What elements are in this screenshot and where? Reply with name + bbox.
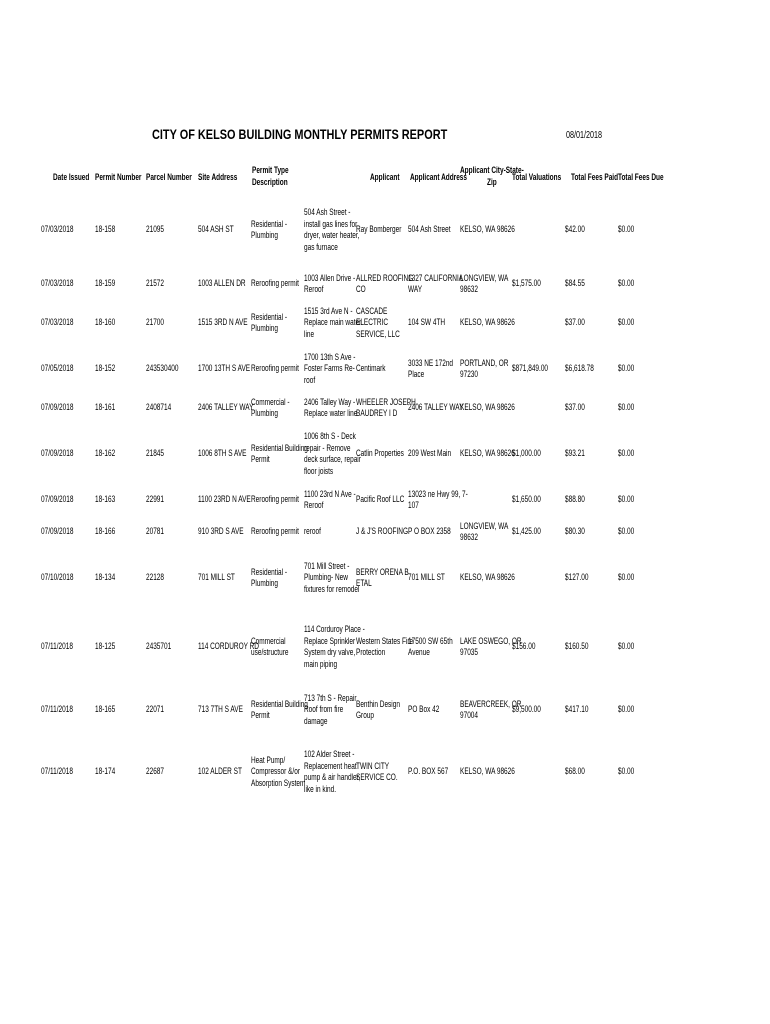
cell-permit-type bbox=[251, 443, 308, 466]
cell-applicant-address-line: 1327 CALIFORNIA bbox=[408, 272, 464, 283]
cell-description-line: floor joists bbox=[304, 465, 334, 476]
cell-applicant-line: Protection bbox=[356, 647, 386, 657]
cell-applicant-address bbox=[408, 224, 451, 236]
cell-total-fees-paid: $84.55 bbox=[565, 278, 585, 288]
cell-description-line: Roof from fire bbox=[304, 704, 344, 715]
cell-applicant-address bbox=[408, 704, 439, 716]
cell-permit-type bbox=[251, 494, 299, 506]
cell-description-line: 1006 8th S - Deck bbox=[304, 431, 356, 441]
cell-permit-number: 18-161 bbox=[95, 402, 116, 412]
cell-date-issued: 07/09/2018 bbox=[41, 526, 74, 536]
cell-applicant bbox=[356, 699, 400, 722]
cell-applicant-line: Group bbox=[356, 710, 375, 720]
cell-total-fees-paid: $68.00 bbox=[565, 766, 585, 776]
cell-total-valuation: $1,000.00 bbox=[512, 448, 541, 458]
cell-description bbox=[304, 526, 321, 538]
cell-applicant-line: Benthin Design bbox=[356, 698, 400, 709]
cell-total-fees-due: $0.00 bbox=[618, 572, 635, 582]
cell-applicant-line: WHEELER JOSEPH bbox=[356, 396, 416, 407]
cell-description-line: 713 7th S - Repair bbox=[304, 692, 357, 703]
cell-applicant-line: BERRY ORENA B bbox=[356, 566, 409, 577]
cell-site-address bbox=[198, 526, 244, 538]
cell-total-valuation: $1,425.00 bbox=[512, 526, 541, 536]
cell-permit-type-line: Residential - bbox=[251, 566, 288, 577]
cell-date-issued: 07/10/2018 bbox=[41, 572, 74, 582]
cell-permit-type-line: Plumbing bbox=[251, 408, 279, 418]
cell-applicant-line: Catlin Properties bbox=[356, 448, 404, 459]
cell-parcel-number: 21095 bbox=[146, 224, 165, 234]
cell-description-line: 701 Mill Street - bbox=[304, 560, 350, 571]
cell-applicant-address-line: 3033 NE 172nd bbox=[408, 357, 454, 368]
header-permit-type bbox=[252, 164, 289, 188]
cell-site-address-line: 1100 23RD N AVE bbox=[198, 494, 251, 505]
cell-total-valuation: $871,849.00 bbox=[512, 363, 549, 373]
cell-applicant-address bbox=[408, 448, 451, 460]
cell-permit-type-line: Compressor &/or bbox=[251, 766, 300, 777]
cell-applicant-line: ETAL bbox=[356, 578, 372, 588]
cell-description-line: like in kind. bbox=[304, 783, 337, 794]
cell-site-address-line: 2406 TALLEY WAY bbox=[198, 402, 254, 413]
cell-applicant bbox=[356, 636, 413, 659]
cell-description-line: main piping bbox=[304, 658, 338, 669]
cell-applicant-address-line: 107 bbox=[408, 500, 419, 510]
cell-applicant bbox=[356, 306, 400, 341]
cell-site-address bbox=[198, 572, 235, 584]
cell-parcel-number: 2435701 bbox=[146, 641, 172, 651]
cell-applicant-line: ALLRED ROOFING bbox=[356, 272, 414, 283]
cell-total-fees-due: $0.00 bbox=[618, 317, 635, 327]
cell-site-address-line: 910 3RD S AVE bbox=[198, 526, 244, 537]
cell-applicant-city-line: 98632 bbox=[460, 284, 479, 294]
cell-parcel-number: 22071 bbox=[146, 704, 165, 714]
cell-site-address-line: 713 7TH S AVE bbox=[198, 704, 243, 715]
cell-permit-type-line: Reroofing permit bbox=[251, 526, 299, 537]
cell-applicant bbox=[356, 567, 409, 590]
cell-permit-number: 18-158 bbox=[95, 224, 116, 234]
cell-applicant-city bbox=[460, 317, 515, 329]
header-total-fees-paid: Total Fees Paid bbox=[571, 172, 619, 182]
cell-applicant-line: Pacific Roof LLC bbox=[356, 494, 405, 505]
cell-applicant-city bbox=[460, 521, 508, 544]
cell-applicant-city-line: LAKE OSWEGO, OR bbox=[460, 635, 522, 646]
cell-applicant-city-line: 97035 bbox=[460, 647, 479, 657]
cell-applicant-address bbox=[408, 402, 463, 414]
cell-date-issued: 07/03/2018 bbox=[41, 224, 74, 234]
cell-date-issued: 07/09/2018 bbox=[41, 402, 74, 412]
cell-date-issued: 07/05/2018 bbox=[41, 363, 74, 373]
cell-applicant-line: Centimark bbox=[356, 363, 386, 374]
header-permit-type-line2: Description bbox=[252, 177, 288, 187]
cell-parcel-number: 21845 bbox=[146, 448, 165, 458]
cell-parcel-number: 22991 bbox=[146, 494, 165, 504]
cell-applicant-city bbox=[460, 224, 515, 236]
cell-applicant bbox=[356, 363, 386, 375]
cell-description-line: Replacement heat bbox=[304, 760, 357, 771]
cell-total-valuation: $1,650.00 bbox=[512, 494, 541, 504]
cell-permit-type bbox=[251, 699, 308, 722]
cell-date-issued: 07/03/2018 bbox=[41, 278, 74, 288]
header-applicant-address: Applicant Address bbox=[410, 172, 468, 182]
cell-permit-number: 18-134 bbox=[95, 572, 116, 582]
cell-parcel-number: 22128 bbox=[146, 572, 165, 582]
cell-total-fees-paid: $37.00 bbox=[565, 317, 585, 327]
cell-permit-number: 18-125 bbox=[95, 641, 116, 651]
cell-site-address bbox=[198, 641, 259, 653]
cell-description bbox=[304, 207, 359, 253]
cell-applicant bbox=[356, 761, 398, 784]
cell-description-line: pump & air handler, bbox=[304, 772, 361, 782]
cell-description-line: 1100 23rd N Ave - bbox=[304, 488, 356, 499]
cell-total-fees-due: $0.00 bbox=[618, 704, 635, 714]
cell-total-fees-due: $0.00 bbox=[618, 766, 635, 776]
cell-permit-type-line: Residential - bbox=[251, 218, 288, 229]
cell-permit-type-line: Residential - bbox=[251, 311, 288, 322]
cell-permit-type-line: Plumbing bbox=[251, 230, 279, 240]
cell-date-issued: 07/09/2018 bbox=[41, 494, 74, 504]
cell-permit-type-line: Commercial bbox=[251, 635, 286, 646]
report-title: CITY OF KELSO BUILDING MONTHLY PERMITS REPORT bbox=[152, 126, 448, 142]
cell-applicant-address-line: 701 MILL ST bbox=[408, 572, 445, 583]
cell-site-address-line: 701 MILL ST bbox=[198, 572, 235, 583]
cell-applicant-line: Western States Fire bbox=[356, 635, 414, 646]
cell-total-fees-due: $0.00 bbox=[618, 448, 635, 458]
cell-total-fees-paid: $417.10 bbox=[565, 704, 589, 714]
cell-applicant-city bbox=[460, 448, 515, 460]
cell-applicant-address bbox=[408, 358, 453, 381]
cell-total-fees-due: $0.00 bbox=[618, 526, 635, 536]
cell-description-line: 1515 3rd Ave N - bbox=[304, 305, 353, 316]
cell-total-fees-due: $0.00 bbox=[618, 494, 635, 504]
cell-site-address bbox=[198, 766, 242, 778]
cell-total-valuation: $156.00 bbox=[512, 641, 536, 651]
cell-applicant-address-line: Avenue bbox=[408, 647, 430, 657]
cell-description bbox=[304, 397, 357, 420]
cell-applicant bbox=[356, 494, 404, 506]
cell-permit-type-line: Plumbing bbox=[251, 578, 279, 588]
cell-description-line: gas furnace bbox=[304, 241, 338, 252]
cell-permit-type bbox=[251, 278, 299, 290]
cell-description-line: repair - Remove bbox=[304, 442, 351, 453]
header-date-issued: Date Issued bbox=[53, 172, 90, 182]
cell-applicant-address-line: 13023 ne Hwy 99, 7- bbox=[408, 488, 468, 499]
cell-total-fees-paid: $93.21 bbox=[565, 448, 585, 458]
cell-description-line: System dry valve, bbox=[304, 647, 356, 657]
cell-permit-type-line: Permit bbox=[251, 454, 270, 464]
cell-applicant-city-line: KELSO, WA 98626 bbox=[460, 224, 515, 235]
cell-applicant-city-line: KELSO, WA 98626 bbox=[460, 448, 515, 459]
cell-description-line: reroof bbox=[304, 526, 321, 537]
cell-description-line: 114 Corduroy Place - bbox=[304, 624, 365, 634]
cell-date-issued: 07/11/2018 bbox=[41, 641, 73, 651]
cell-parcel-number: 20781 bbox=[146, 526, 165, 536]
cell-site-address-line: 504 ASH ST bbox=[198, 224, 234, 235]
cell-permit-type-line: Reroofing permit bbox=[251, 278, 299, 289]
cell-description bbox=[304, 273, 355, 296]
cell-parcel-number: 243530400 bbox=[146, 363, 179, 373]
cell-site-address-line: 1003 ALLEN DR bbox=[198, 278, 246, 289]
cell-permit-number: 18-165 bbox=[95, 704, 116, 714]
cell-applicant-address-line: 17500 SW 65th bbox=[408, 635, 453, 646]
cell-description-line: dryer, water heater, bbox=[304, 230, 360, 240]
cell-permit-type-line: Plumbing bbox=[251, 323, 279, 333]
cell-applicant-line: TWIN CITY bbox=[356, 760, 390, 771]
cell-total-fees-due: $0.00 bbox=[618, 402, 635, 412]
cell-total-fees-due: $0.00 bbox=[618, 363, 635, 373]
cell-applicant bbox=[356, 224, 401, 236]
cell-permit-type bbox=[251, 363, 299, 375]
cell-description bbox=[304, 489, 356, 512]
cell-total-fees-due: $0.00 bbox=[618, 224, 635, 234]
cell-site-address-line: 1700 13TH S AVE bbox=[198, 363, 251, 374]
cell-description-line: Reroof bbox=[304, 284, 324, 294]
cell-permit-type-line: Commercial - bbox=[251, 396, 290, 407]
cell-description-line: 1700 13th S Ave - bbox=[304, 351, 356, 362]
cell-applicant bbox=[356, 273, 413, 296]
cell-description-line: Replace main water bbox=[304, 317, 362, 328]
cell-applicant-address-line: PO Box 42 bbox=[408, 704, 440, 715]
header-city-line1: Applicant City-State- bbox=[460, 165, 524, 175]
cell-site-address-line: 102 ALDER ST bbox=[198, 766, 242, 777]
cell-applicant-address-line: 2406 TALLEY WAY bbox=[408, 402, 464, 413]
cell-site-address bbox=[198, 317, 248, 329]
cell-applicant bbox=[356, 448, 404, 460]
header-permit-number: Permit Number bbox=[95, 172, 142, 182]
cell-permit-number: 18-160 bbox=[95, 317, 116, 327]
cell-site-address bbox=[198, 448, 247, 460]
cell-applicant-address-line: Place bbox=[408, 369, 425, 379]
cell-site-address-line: 1515 3RD N AVE bbox=[198, 317, 248, 328]
cell-applicant-address-line: P.O. BOX 567 bbox=[408, 766, 449, 777]
cell-permit-type bbox=[251, 636, 288, 659]
cell-site-address-line: 114 CORDUROY RD bbox=[198, 641, 259, 652]
cell-applicant-city-line: KELSO, WA 98626 bbox=[460, 766, 515, 777]
cell-permit-number: 18-159 bbox=[95, 278, 116, 288]
cell-description-line: Plumbing- New bbox=[304, 572, 348, 583]
report-date: 08/01/2018 bbox=[566, 130, 603, 141]
cell-description-line: fixtures for remodel bbox=[304, 583, 360, 594]
cell-applicant-city-line: KELSO, WA 98626 bbox=[460, 402, 515, 413]
cell-parcel-number: 2408714 bbox=[146, 402, 172, 412]
cell-site-address bbox=[198, 402, 253, 414]
cell-applicant-city-line: KELSO, WA 98626 bbox=[460, 572, 515, 583]
header-applicant: Applicant bbox=[370, 172, 400, 182]
header-city-line2: Zip bbox=[487, 177, 497, 187]
cell-permit-type-line: Reroofing permit bbox=[251, 363, 299, 374]
cell-permit-type bbox=[251, 397, 290, 420]
cell-total-valuation: $1,575.00 bbox=[512, 278, 541, 288]
cell-description bbox=[304, 749, 360, 795]
cell-applicant-address bbox=[408, 489, 468, 512]
header-site-address: Site Address bbox=[198, 172, 238, 182]
cell-description bbox=[304, 561, 359, 596]
cell-applicant-address bbox=[408, 526, 451, 538]
cell-description-line: damage bbox=[304, 715, 328, 726]
cell-total-fees-paid: $42.00 bbox=[565, 224, 585, 234]
cell-permit-number: 18-162 bbox=[95, 448, 116, 458]
cell-permit-type-line: Residential Building bbox=[251, 698, 308, 709]
cell-applicant-city-line: KELSO, WA 98626 bbox=[460, 317, 515, 328]
cell-permit-type-line: Heat Pump/ bbox=[251, 754, 286, 765]
cell-total-valuation: $9,500.00 bbox=[512, 704, 541, 714]
cell-applicant-line: Ray Bomberger bbox=[356, 224, 402, 235]
cell-applicant-city-line: PORTLAND, OR bbox=[460, 357, 509, 368]
header-permit-type-line1: Permit Type bbox=[252, 165, 289, 175]
cell-description-line: Foster Farms Re- bbox=[304, 363, 355, 374]
header-parcel-number: Parcel Number bbox=[146, 172, 192, 182]
cell-site-address bbox=[198, 278, 246, 290]
cell-description-line: 504 Ash Street - bbox=[304, 207, 351, 217]
cell-parcel-number: 21700 bbox=[146, 317, 165, 327]
cell-total-fees-paid: $88.80 bbox=[565, 494, 585, 504]
cell-applicant-line: J & J'S ROOFING bbox=[356, 526, 409, 537]
cell-total-fees-paid: $160.50 bbox=[565, 641, 589, 651]
cell-date-issued: 07/11/2018 bbox=[41, 766, 73, 776]
cell-applicant-city-line: 97230 bbox=[460, 369, 479, 379]
cell-applicant-city bbox=[460, 766, 515, 778]
cell-applicant-address bbox=[408, 572, 445, 584]
cell-total-fees-paid: $37.00 bbox=[565, 402, 585, 412]
cell-description bbox=[304, 431, 361, 477]
cell-permit-type-line: Residential Building bbox=[251, 442, 308, 453]
cell-applicant-city bbox=[460, 402, 515, 414]
cell-permit-type-line: Reroofing permit bbox=[251, 494, 299, 505]
cell-permit-type bbox=[251, 219, 287, 242]
cell-permit-number: 18-174 bbox=[95, 766, 116, 776]
cell-total-fees-paid: $127.00 bbox=[565, 572, 589, 582]
cell-applicant-address-line: 104 SW 4TH bbox=[408, 317, 446, 328]
cell-description bbox=[304, 306, 361, 341]
cell-applicant-line: ELECTRIC bbox=[356, 317, 389, 328]
cell-description-line: install gas lines for bbox=[304, 218, 358, 229]
cell-date-issued: 07/03/2018 bbox=[41, 317, 74, 327]
cell-applicant-address bbox=[408, 273, 463, 296]
cell-total-fees-due: $0.00 bbox=[618, 641, 635, 651]
cell-applicant-city-line: LONGVIEW, WA bbox=[460, 520, 509, 531]
cell-parcel-number: 22687 bbox=[146, 766, 165, 776]
cell-applicant-address-line: WAY bbox=[408, 284, 423, 294]
cell-description-line: Replace water line bbox=[304, 408, 358, 418]
cell-permit-type bbox=[251, 312, 287, 335]
cell-applicant-city bbox=[460, 358, 508, 381]
cell-description-line: 2406 Talley Way - bbox=[304, 396, 356, 407]
cell-description-line: Reroof bbox=[304, 500, 324, 510]
cell-applicant-line: SERVICE, LLC bbox=[356, 328, 400, 339]
cell-applicant-address bbox=[408, 636, 453, 659]
cell-date-issued: 07/11/2018 bbox=[41, 704, 73, 714]
cell-total-fees-paid: $80.30 bbox=[565, 526, 585, 536]
cell-applicant-address-line: 504 Ash Street bbox=[408, 224, 451, 235]
cell-applicant-city-line: BEAVERCREEK, OR bbox=[460, 698, 522, 709]
cell-applicant-city-line: LONGVIEW, WA bbox=[460, 272, 509, 283]
cell-description-line: 102 Alder Street - bbox=[304, 749, 355, 759]
cell-permit-type-line: Absorption System bbox=[251, 777, 306, 788]
cell-description-line: deck surface, repair bbox=[304, 454, 361, 464]
cell-permit-number: 18-166 bbox=[95, 526, 116, 536]
cell-total-fees-due: $0.00 bbox=[618, 278, 635, 288]
header-total-fees-due: Total Fees Due bbox=[618, 172, 664, 182]
cell-description bbox=[304, 352, 355, 387]
cell-site-address bbox=[198, 363, 250, 375]
cell-applicant-address bbox=[408, 317, 445, 329]
cell-permit-type bbox=[251, 567, 287, 590]
cell-applicant-address-line: P O BOX 2358 bbox=[408, 526, 451, 537]
cell-applicant bbox=[356, 526, 408, 538]
cell-applicant bbox=[356, 397, 416, 420]
cell-site-address bbox=[198, 494, 251, 506]
cell-site-address bbox=[198, 704, 243, 716]
cell-applicant-city-line: 97004 bbox=[460, 710, 479, 720]
cell-date-issued: 07/09/2018 bbox=[41, 448, 74, 458]
cell-permit-number: 18-163 bbox=[95, 494, 116, 504]
cell-applicant-address-line: 209 West Main bbox=[408, 448, 452, 459]
cell-description bbox=[304, 693, 357, 728]
cell-total-fees-paid: $6,618.78 bbox=[565, 363, 594, 373]
cell-applicant-city-line: 98632 bbox=[460, 532, 479, 542]
cell-applicant-address bbox=[408, 766, 448, 778]
cell-applicant-line: CASCADE bbox=[356, 305, 388, 316]
cell-permit-type bbox=[251, 526, 299, 538]
cell-description-line: Replace Sprinkler bbox=[304, 635, 356, 646]
cell-description-line: roof bbox=[304, 374, 316, 385]
cell-permit-type-line: use/structure bbox=[251, 647, 289, 657]
cell-description-line: 1003 Allen Drive - bbox=[304, 272, 356, 283]
cell-parcel-number: 21572 bbox=[146, 278, 165, 288]
cell-applicant-city bbox=[460, 572, 515, 584]
cell-applicant-city bbox=[460, 273, 508, 296]
cell-site-address bbox=[198, 224, 234, 236]
cell-permit-type-line: Permit bbox=[251, 710, 270, 720]
cell-applicant-line: CO bbox=[356, 284, 366, 294]
cell-description-line: line bbox=[304, 328, 315, 339]
cell-applicant-line: SERVICE CO. bbox=[356, 772, 398, 782]
cell-site-address-line: 1006 8TH S AVE bbox=[198, 448, 247, 459]
cell-permit-number: 18-152 bbox=[95, 363, 116, 373]
cell-applicant-line: BAUDREY I D bbox=[356, 408, 398, 418]
header-total-valuations: Total Valuations bbox=[512, 172, 562, 182]
cell-permit-type bbox=[251, 755, 305, 790]
